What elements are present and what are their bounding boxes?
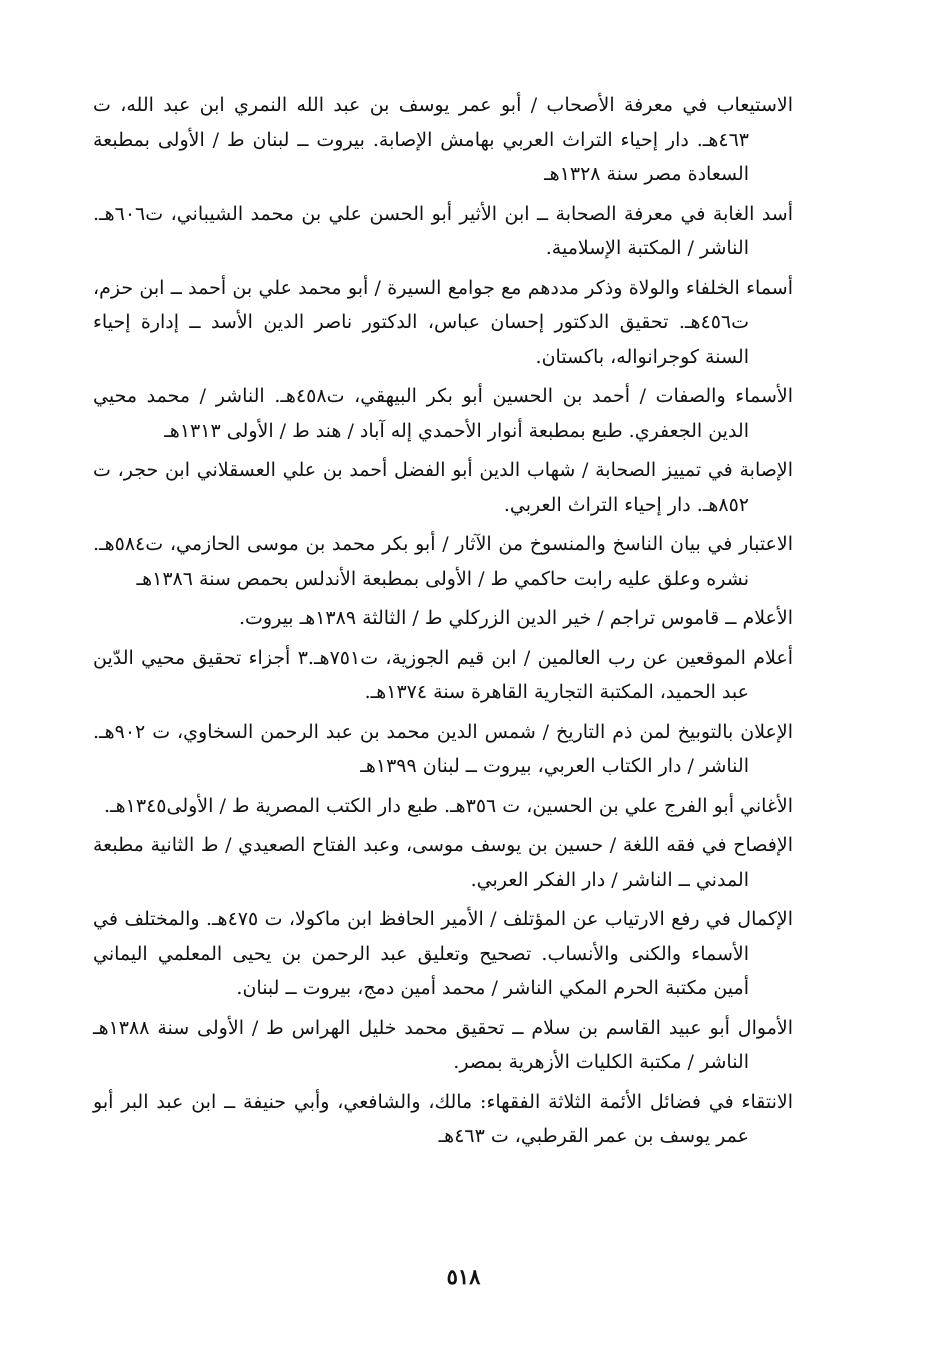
bibliography-entry: الانتقاء في فضائل الأئمة الثلاثة الفقهاء: مالك، والشافعي، وأبي حنيفة ــ ابن عبد البر أبو عمر يوسف بن عمر القرطبي، ت ٤٦٣هـ	[93, 1090, 793, 1147]
bibliography-entry: الإفصاح في فقه اللغة / حسين بن يوسف موسى، وعبد الفتاح الصعيدي / ط الثانية مطبعة المدني ــ الناشر / دار الفكر العربي.	[93, 834, 793, 891]
bibliography-entry: الأعلام ــ قاموس تراجم / خير الدين الزركلي ط / الثالثة ١٣٨٩هـ بيروت.	[238, 607, 793, 629]
bibliography-entry: الأغاني أبو الفرج علي بن الحسين، ت ٣٥٦هـ. طبع دار الكتب المصرية ط / الأولى١٣٤٥هـ.	[104, 794, 793, 817]
bibliography-entry: الإكمال في رفع الارتياب عن المؤتلف / الأمير الحافظ ابن ماكولا، ت ٤٧٥هـ. والمختلف في الأسماء والكنى والأنساب. تصحيح وتعليق عبد الرحمن بن يحيى المعلمي اليماني أمين مكتبة الحرم المكي الناشر / محمد أمين دمج، بيروت ــ لبنان.	[93, 908, 794, 999]
bibliography-entry: أسد الغابة في معرفة الصحابة ــ ابن الأثير أبو الحسن علي بن محمد الشيباني، ت٦٠٦هـ. الناشر / المكتبة الإسلامية.	[93, 202, 793, 259]
bibliography-entry: أسماء الخلفاء والولاة وذكر مددهم مع جوامع السيرة / أبو محمد علي بن أحمد ــ ابن حزم، ت٤٥٦هـ. تحقيق الدكتور إحسان عباس، الدكتور ناصر الدين الأسد ــ إدارة إحياء السنة كوجرانواله، باكستان.	[93, 276, 793, 368]
bibliography-entry: الإعلان بالتوبيخ لمن ذم التاريخ / شمس الدين محمد بن عبد الرحمن السخاوي، ت ٩٠٢هـ. الناشر / دار الكتاب العربي، بيروت ــ لبنان ١٣٩٩هـ	[93, 720, 793, 777]
page-number: ٥١٨	[446, 1264, 481, 1289]
bibliography-entry: الإصابة في تمييز الصحابة / شهاب الدين أبو الفضل أحمد بن علي العسقلاني ابن حجر، ت ٨٥٢هـ. دار إحياء التراث العربي.	[93, 459, 793, 516]
bibliography-entry: الأسماء والصفات / أحمد بن الحسين أبو بكر البيهقي، ت٤٥٨هـ. الناشر / محمد محيي الدين الجعفري. طبع بمطبعة أنوار الأحمدي إله آباد / هند ط / الأولى ١٣١٣هـ	[93, 385, 794, 442]
bibliography-list	[93, 88, 793, 1159]
bibliography-entry: أعلام الموقعين عن رب العالمين / ابن قيم الجوزية، ت٧٥١هـ.٣ أجزاء تحقيق محيي الدّين عبد الحميد، المكتبة التجارية القاهرة سنة ١٣٧٤هـ.	[93, 646, 793, 703]
bibliography-entry: الأموال أبو عبيد القاسم بن سلام ــ تحقيق محمد خليل الهراس ط / الأولى سنة ١٣٨٨هـ الناشر / مكتبة الكليات الأزهرية بمصر.	[93, 1016, 793, 1073]
bibliography-entry: الاستيعاب في معرفة الأصحاب / أبو عمر يوسف بن عبد الله النمري ابن عبد الله، ت ٤٦٣هـ. دار إحياء التراث العربي بهامش الإصابة. بيروت ــ لبنان ط / الأولى بمطبعة السعادة مصر سنة ١٣٢٨هـ	[93, 94, 793, 185]
bibliography-entry: الاعتبار في بيان الناسخ والمنسوخ من الآثار / أبو بكر محمد بن موسى الحازمي، ت٥٨٤هـ. نشره وعلق عليه رابت حاكمي ط / الأولى بمطبعة الأندلس بحمص سنة ١٣٨٦هـ	[93, 533, 793, 590]
